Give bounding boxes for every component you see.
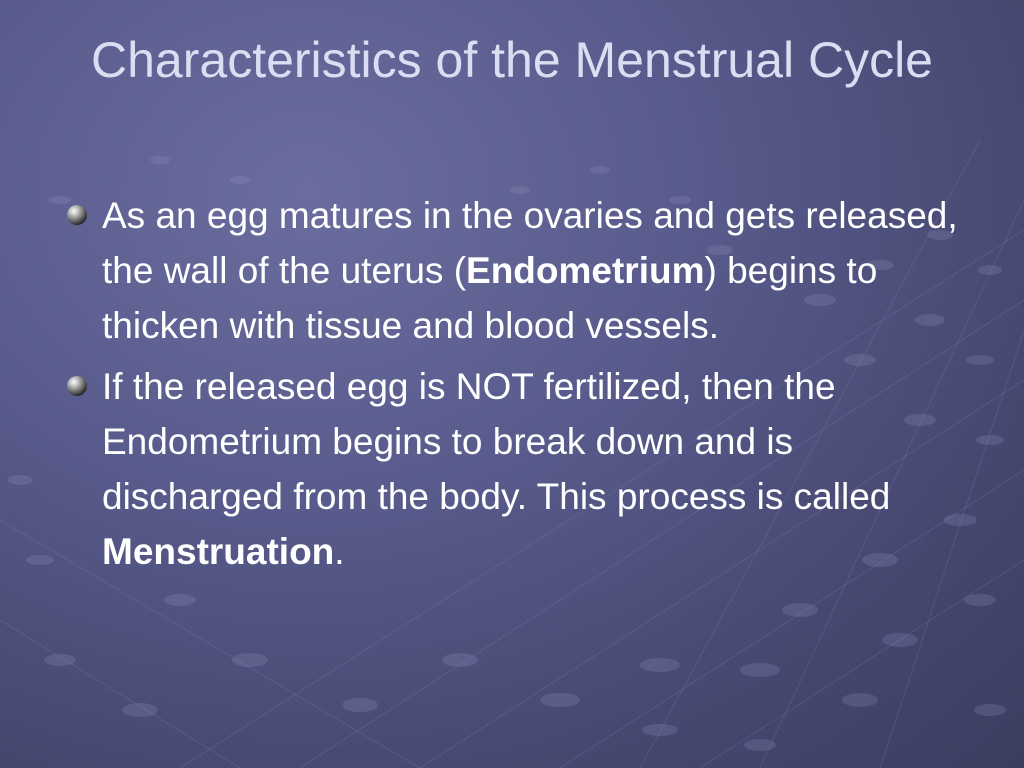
bullet-list xyxy=(66,188,966,585)
bullet-bold-term: Menstruation xyxy=(102,531,335,572)
bullet-item xyxy=(66,188,966,353)
bullet-bold-term: Endometrium xyxy=(466,250,705,291)
bullet-text-start: If the released egg is NOT fertilized, then the Endometrium begins to break down and is discharged from the body. This process is called xyxy=(102,366,891,517)
bullet-text-end: . xyxy=(334,531,345,572)
bullet-text-start: As an egg matures in the ovaries and gets released, the wall of the uterus ( xyxy=(102,195,958,291)
bullet-item xyxy=(66,359,966,579)
slide-title: Characteristics of the Menstrual Cycle xyxy=(91,32,933,88)
bullet-text-end: ) begins to thicken with tissue and blood vessels. xyxy=(102,250,878,346)
sphere-bullet-icon xyxy=(66,375,88,397)
sphere-bullet-icon xyxy=(66,204,88,226)
